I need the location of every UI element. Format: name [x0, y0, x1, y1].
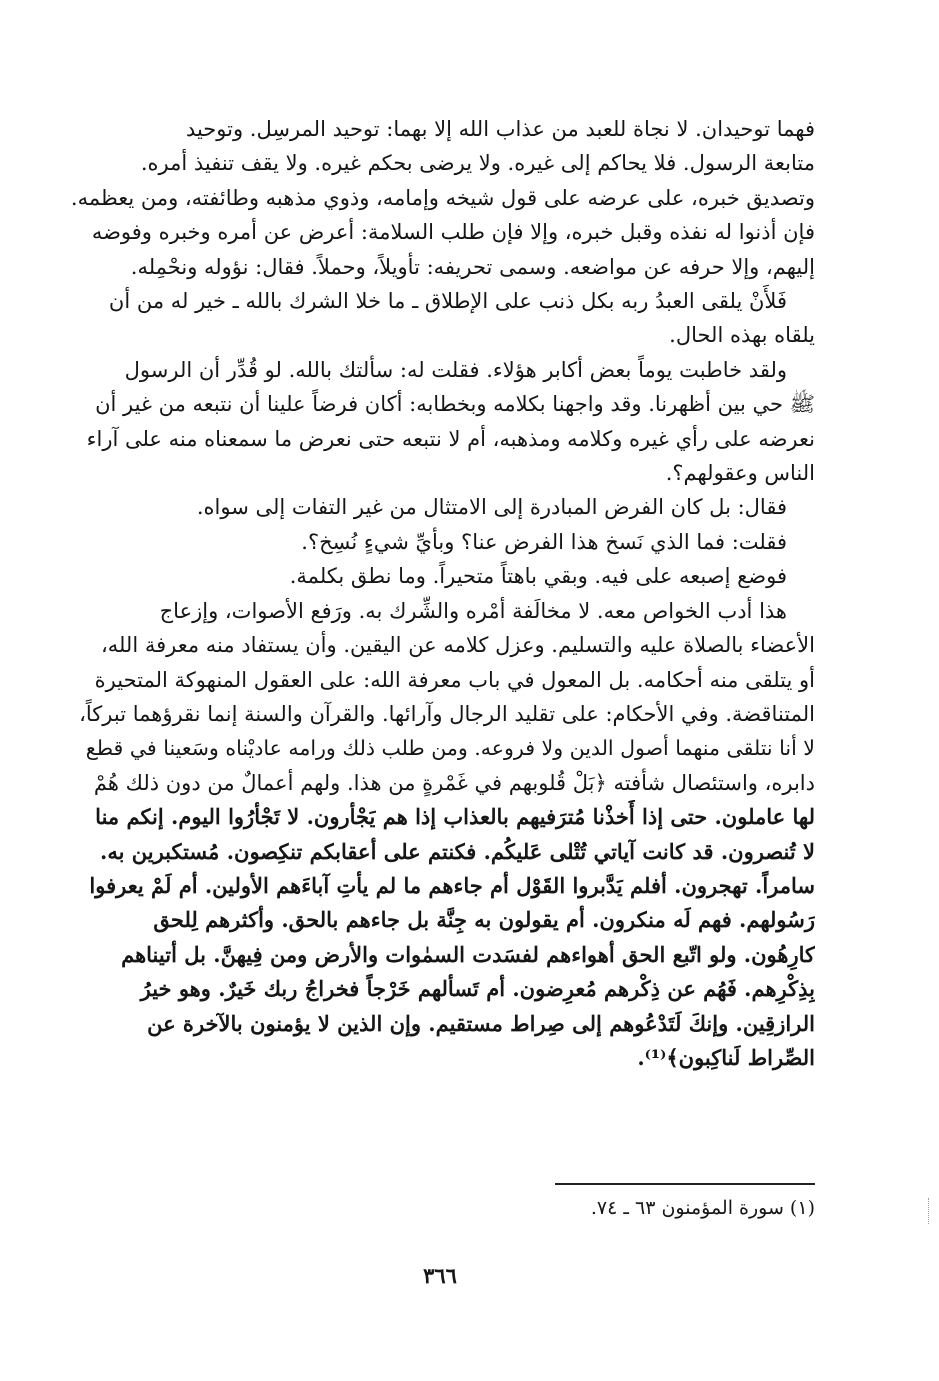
text-line: دابره، واستئصال شأفته ﴿بَلْ قُلوبهم في غَمْرةٍ من هذا. ولهم أعمالٌ من دون ذلك هُمْ [93, 770, 815, 795]
footnote: (١) سورة المؤمنون ٦٣ ـ ٧٤. [590, 1197, 815, 1219]
text-line: فقال: بل كان الفرض المبادرة إلى الامتثال من غير التفات إلى سواه. [196, 495, 787, 520]
quran-verse-line: الصِّراط لَناكِبون﴾⁽¹⁾. [637, 1044, 815, 1070]
text-line: هذا أدب الخواص معه. لا مخالَفة أمْره والشِّرك به. ورَفع الأصوات، وإزعاج [159, 598, 787, 623]
quran-verse-line: لها عاملون. حتى إذا أَخذْنا مُترَفيهم بالعذاب إذا هم يَجْأرون. لا تَجْأرُوا اليوم. إنكم منا [95, 804, 815, 830]
text-line: إليهم، وإلا حرفه عن مواضعه. وسمى تحريفه: تأويلاً، وحملاً. فقال: نؤوله ونحْمِله. [130, 254, 815, 279]
quran-verse-line: لا تُنصرون. قد كانت آياتي تُتْلى عَليكُم. فكنتم على أعقابكم تنكِصون. مُستكبرين به. [100, 838, 815, 864]
text-line: فإن أذنوا له نفذه وقبل خبره، وإلا فإن طلب السلامة: أعرض عن أمره وخبره وفوضه [91, 220, 815, 245]
text-line: وتصديق خبره، على عرضه على قول شيخه وإمامه، وذوي مذهبه وطائفته، ومن يعظمه. [70, 185, 815, 210]
text-line: الناس وعقولهم؟. [665, 461, 815, 486]
text-line: أو يتلقى منه أحكامه. بل المعول في باب معرفة الله: على العقول المنهوكة المتحيرة [94, 667, 815, 692]
quran-verse-line: كارِهُون. ولو اتّبع الحق أهواءهم لفسَدت السمٰوات والأرض ومن فِيهنَّ. بل أتيناهم [121, 941, 815, 967]
text-line: فقلت: فما الذي نَسخ هذا الفرض عنا؟ وبأيِّ شيءٍ نُسِخ؟. [301, 529, 787, 554]
quran-verse-line: الرازقِين. وإنكَ لَتَدْعُوهم إلى صِراط مستقيم. وإن الذين لا يؤمنون بالآخرة عن [147, 1010, 815, 1036]
text-line: ﷺ حي بين أظهرنا. وقد واجهنا بكلامه وبخطابه: أكان فرضاً علينا أن نتبعه من غير أن [95, 392, 815, 417]
text-line: الأعضاء بالصلاة عليه والتسليم. وعزل كلامه عن اليقين. وأن يستفاد منه معرفة الله، [100, 633, 815, 658]
quran-verse-line: رَسُولهم. فهم لَه منكرون. أم يقولون به جِنَّة بل جاءهم بالحق. وأكثرهم لِلحق [153, 907, 815, 933]
text-line: فهما توحيدان. لا نجاة للعبد من عذاب الله إلا بهما: توحيد المرسِل. وتوحيد [185, 117, 815, 141]
text-line: نعرضه على رأي غيره وكلامه ومذهبه، أم لا نتبعه حتى نعرض ما سمعناه منه على آراء [86, 426, 815, 451]
page-number: ٣٦٦ [423, 1263, 457, 1288]
text-line: يلقاه بهذه الحال. [669, 323, 815, 348]
quran-verse-line: بِذِكْرِهم. فَهُم عن ذِكْرهم مُعرِضون. أم تَسألهم خَرْجاً فخراجُ ربك خَيرٌ. وهو خيرُ [140, 976, 815, 1002]
quran-verse-line: سامراً. تهجرون. أفلم يَدَّبروا القَوْل أم جاءهم ما لم يأتِ آباءَهم الأولين. أم لَمْ يعرفوا [89, 872, 815, 898]
main-text [70, 112, 815, 1075]
text-line: متابعة الرسول. فلا يحاكم إلى غيره. ولا يرضى بحكم غيره. ولا يقف تنفيذ أمره. [140, 151, 815, 176]
text-line: لا أنا نتلقى منهما أصول الدين ولا فروعه. ومن طلب ذلك ورامه عاديْناه وسَعينا في قطع [85, 736, 815, 761]
footnote-divider [555, 1183, 815, 1185]
text-line: المتناقضة. وفي الأحكام: على تقليد الرجال وآرائها. والقرآن والسنة إنما نقرؤهما تبركاً، [79, 701, 815, 726]
text-line: فوضع إصبعه على فيه. وبقي باهتاً متحيراً. وما نطق بكلمة. [289, 564, 787, 589]
text-line: ولقد خاطبت يوماً بعض أكابر هؤلاء. فقلت له: سألتك بالله. لو قُدِّر أن الرسول [124, 357, 787, 382]
scan-edge-mark [928, 1198, 935, 1224]
text-line: فَلأَنْ يلقى العبدُ ربه بكل ذنب على الإطلاق ـ ما خلا الشرك بالله ـ خير له من أن [108, 289, 787, 314]
